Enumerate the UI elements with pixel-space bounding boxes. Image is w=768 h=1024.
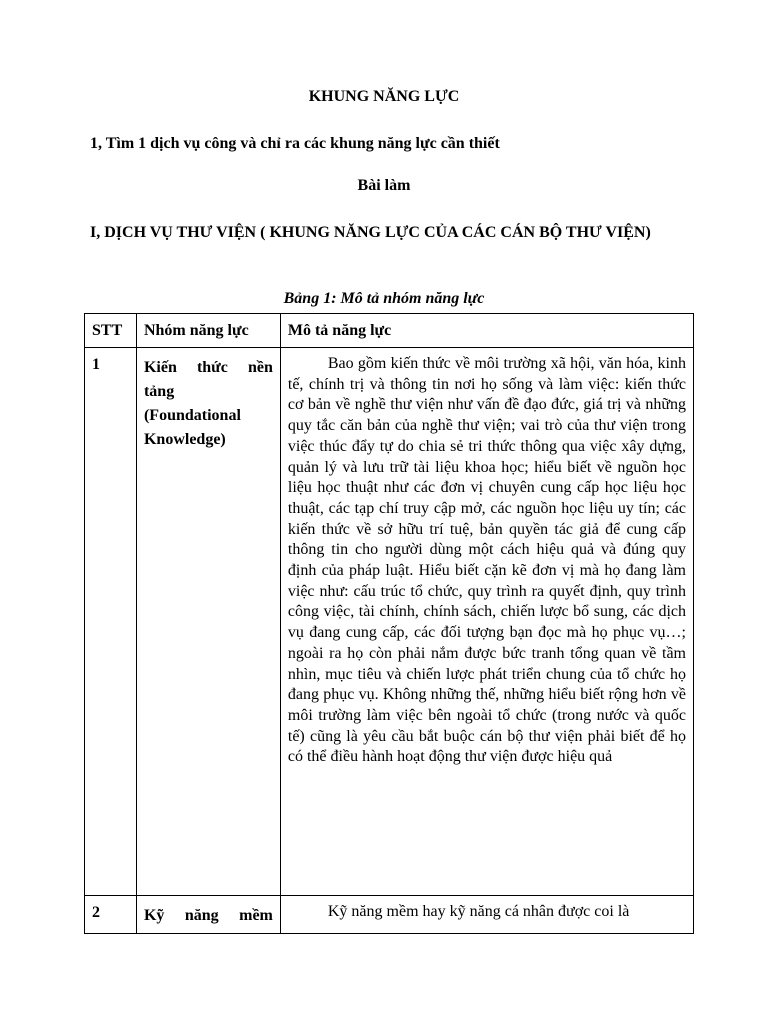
table-caption: Bảng 1: Mô tả nhóm năng lực [283, 290, 485, 307]
section-heading: I, DỊCH VỤ THƯ VIỆN ( KHUNG NĂNG LỰC CỦA CÁC CÁN BỘ THƯ VIỆN) [90, 224, 651, 241]
question-text: 1, Tìm 1 dịch vụ công và chỉ ra các khung năng lực cần thiết [90, 135, 500, 152]
table-row [85, 348, 694, 896]
answer-label: Bài làm [357, 177, 411, 194]
row-group: Kiến thức nền tảng (Foundational Knowledge) [136, 348, 280, 896]
header-description: Mô tả năng lực [280, 314, 693, 348]
table-row [85, 896, 694, 934]
row-description: Bao gồm kiến thức về môi trường xã hội, văn hóa, kinh tế, chính trị và thông tin nơi họ sống và làm việc: kiến thức cơ bản về nghề thư viện như vấn đề đạo đức, giá trị và những quy tắc căn bản của nghề thư viện; vai trò của thư viện trong việc thúc đẩy tự do chia sẻ tri thức thông qua việc xây dựng, quản lý và lưu trữ tài liệu khoa học; hiểu biết về nguồn học liệu học thuật như các đơn vị chuyên cung cấp học liệu học thuật, các tạp chí truy cập mở, các nguồn học liệu uy tín; các kiến thức về sở hữu trí tuệ, bản quyền tác giả để cung cấp thông tin cho người dùng một cách hiệu quả và đúng quy định của pháp luật. Hiểu biết cặn kẽ đơn vị mà họ đang làm việc như: cấu trúc tổ chức, quy trình ra quyết định, quy trình công việc, tài chính, chính sách, chiến lược bổ sung, các dịch vụ đang cung cấp, các đối tượng bạn đọc mà họ phục vụ…; ngoài ra họ còn phải nắm được bức tranh tổng quan về tầm nhìn, mục tiêu và chiến lược phát triển chung của tổ chức họ đang phục vụ. Không những thế, những hiểu biết rộng hơn về môi trường làm việc bên ngoài tổ chức (trong nước và quốc tế) cũng là yêu cầu bắt buộc cán bộ thư viện phải biết để họ có thể điều hành hoạt động thư viện được hiệu quả [280, 348, 693, 896]
header-stt: STT [85, 314, 137, 348]
row-stt: 2 [85, 896, 137, 934]
competency-table [84, 313, 694, 934]
table-header-row [85, 314, 694, 348]
row-description: Kỹ năng mềm hay kỹ năng cá nhân được coi là [280, 896, 693, 934]
row-stt: 1 [85, 348, 137, 896]
row-group: Kỹ năng mềm [136, 896, 280, 934]
header-group: Nhóm năng lực [136, 314, 280, 348]
document-title: KHUNG NĂNG LỰC [308, 88, 460, 105]
